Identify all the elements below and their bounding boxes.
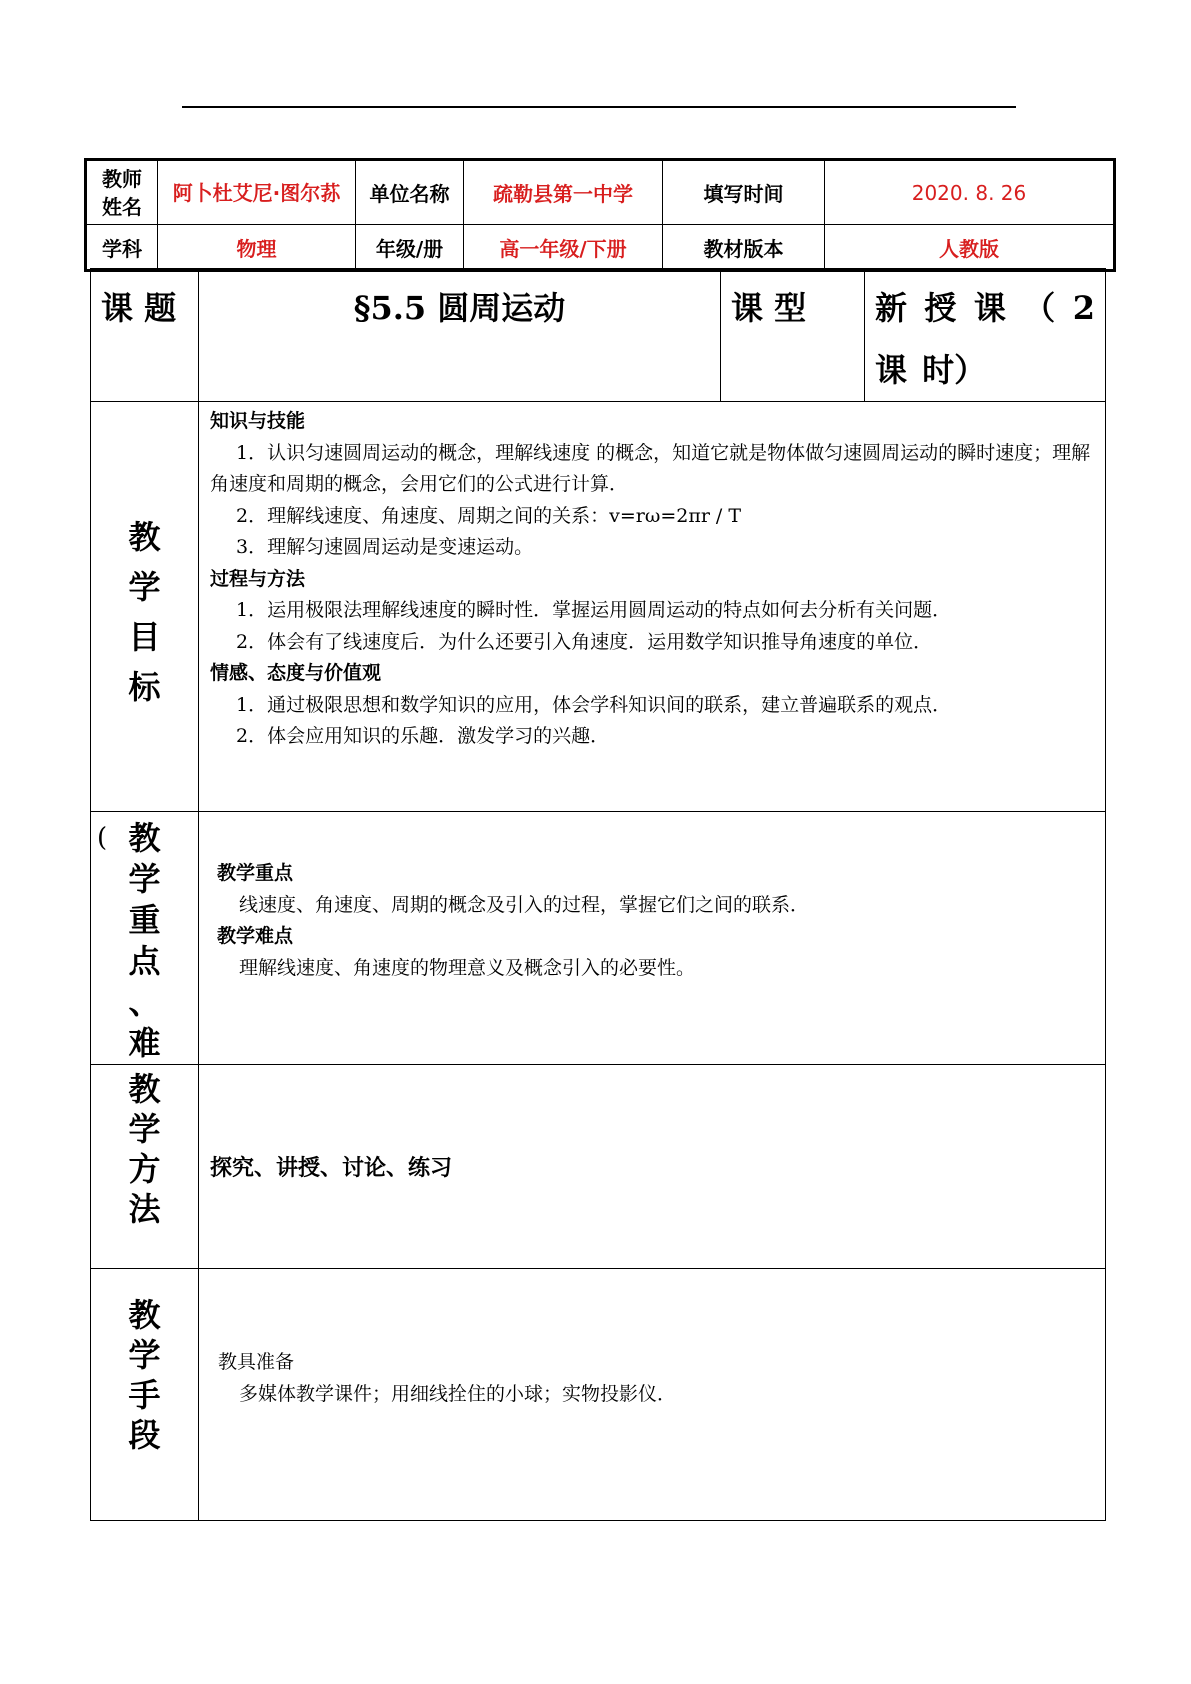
subject-label: 学科 — [86, 225, 158, 271]
time-value: 2020. 8. 26 — [825, 160, 1115, 225]
objective-k3: 3．理解匀速圆周运动是变速运动。 — [236, 536, 534, 558]
objectives-content — [199, 402, 1106, 812]
time-label: 填写时间 — [663, 160, 825, 225]
key-points-label: ( 教 学 重 点 、 难 — [91, 812, 199, 1065]
key-points-mark: ( — [97, 823, 108, 853]
teacher-name: 阿卜杜艾尼·图尔荪 — [158, 160, 356, 225]
process-heading: 过程与方法 — [210, 567, 306, 590]
grade-label: 年级/册 — [356, 225, 464, 271]
objective-k2: 2．理解线速度、角速度、周期之间的关系：v=rω=2πr / T — [236, 504, 742, 527]
objectives-label: 教 学 目 标 — [91, 402, 199, 812]
lesson-plan-table — [90, 268, 1106, 1521]
objective-e1: 1．通过极限思想和数学知识的应用，体会学科知识间的联系，建立普遍联系的观点． — [236, 693, 952, 716]
subject-value: 物理 — [158, 225, 356, 271]
objective-k1: 1．认识匀速圆周运动的概念，理解线速度 的概念，知道它就是物体做匀速圆周运动的瞬时速度；理解角速度和周期的概念，会用它们的公式进行计算． — [210, 441, 1091, 495]
methods-label: 教 学 方 法 — [91, 1065, 199, 1269]
means-label: 教 学 手 段 — [91, 1269, 199, 1521]
grade-value: 高一年级/下册 — [464, 225, 663, 271]
methods-content — [199, 1065, 1106, 1269]
teacher-label: 教师 姓名 — [86, 160, 158, 225]
difficulty-heading: 教学难点 — [217, 925, 294, 947]
objective-p2: 2．体会有了线速度后．为什么还要引入角速度．运用数学知识推导角速度的单位． — [236, 630, 933, 653]
topic-value: §5.5 圆周运动 — [199, 269, 721, 402]
unit-name: 疏勒县第一中学 — [464, 160, 663, 225]
key-points-content — [199, 812, 1106, 1065]
focus-heading: 教学重点 — [217, 862, 294, 884]
edition-value: 人教版 — [825, 225, 1115, 271]
objective-e2: 2．体会应用知识的乐趣．激发学习的兴趣． — [236, 725, 610, 747]
type-value: 新 授 课 （ 2 课 时） — [865, 269, 1106, 402]
methods-text: 探究、讲授、讨论、练习 — [210, 1156, 453, 1181]
edition-label: 教材版本 — [663, 225, 825, 271]
knowledge-heading: 知识与技能 — [210, 410, 306, 432]
type-label: 课 型 — [721, 269, 865, 402]
emotion-heading: 情感、态度与价值观 — [210, 662, 382, 684]
focus-text: 线速度、角速度、周期的概念及引入的过程，掌握它们之间的联系． — [239, 893, 810, 916]
unit-label: 单位名称 — [356, 160, 464, 225]
objective-p1: 1．运用极限法理解线速度的瞬时性．掌握运用圆周运动的特点如何去分析有关问题． — [236, 599, 952, 621]
header-info-table — [84, 158, 1116, 272]
means-text: 多媒体教学课件；用细线拴住的小球；实物投影仪． — [239, 1382, 677, 1405]
means-content — [199, 1269, 1106, 1521]
difficulty-text: 理解线速度、角速度的物理意义及概念引入的必要性。 — [239, 956, 696, 979]
top-rule — [182, 106, 1016, 108]
means-heading: 教具准备 — [218, 1351, 295, 1373]
topic-label: 课 题 — [91, 269, 199, 402]
